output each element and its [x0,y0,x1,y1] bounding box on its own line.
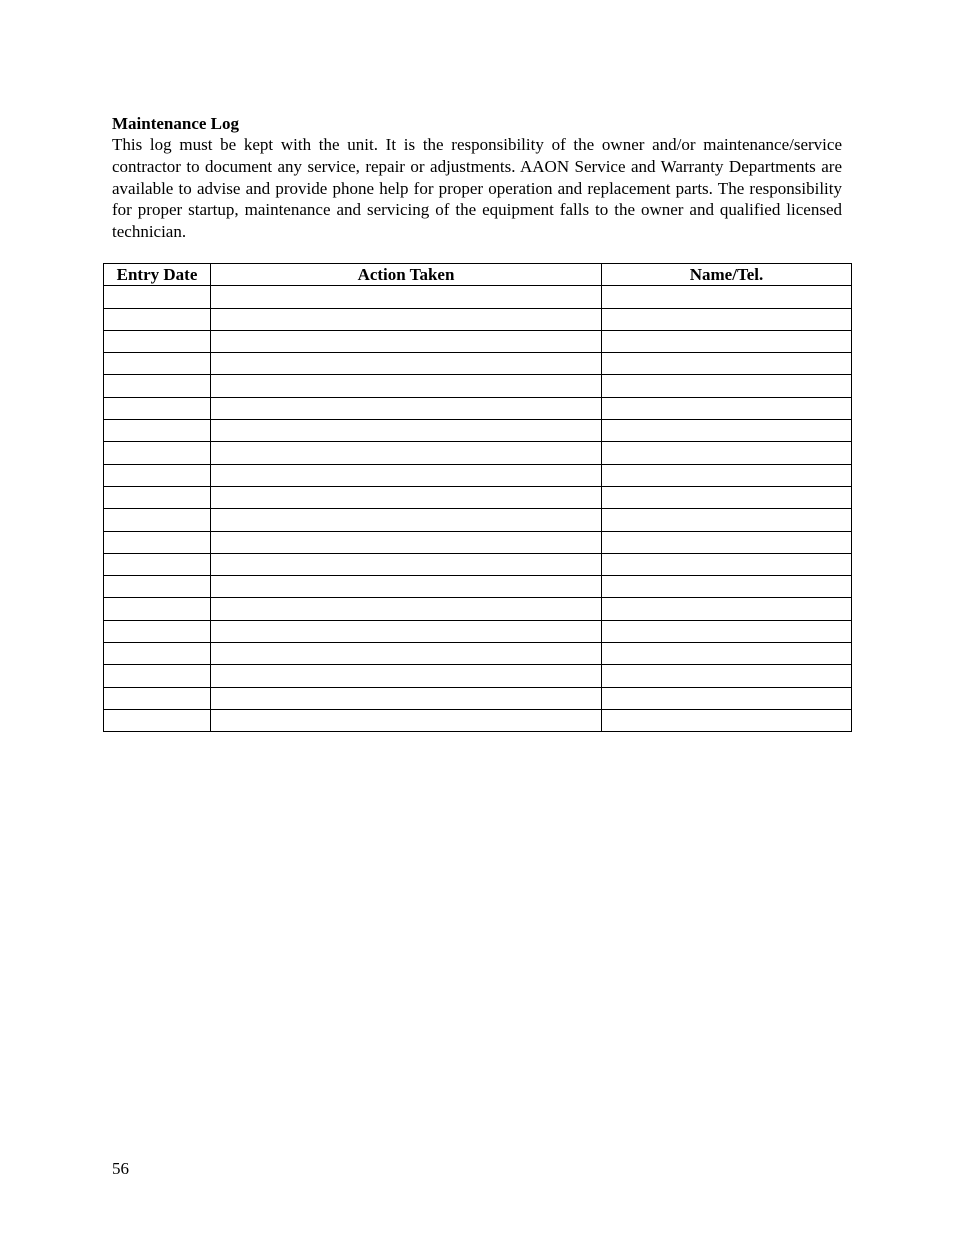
name-tel-cell [602,286,852,308]
entry-date-cell [104,553,211,575]
name-tel-cell [602,464,852,486]
name-tel-cell [602,442,852,464]
name-tel-cell [602,486,852,508]
entry-date-cell [104,665,211,687]
table-row [104,286,852,308]
action-taken-cell [211,553,602,575]
name-tel-cell [602,531,852,553]
name-tel-cell [602,509,852,531]
action-taken-cell [211,442,602,464]
table-row [104,598,852,620]
action-taken-cell [211,486,602,508]
table-row [104,442,852,464]
entry-date-cell [104,308,211,330]
name-tel-cell [602,308,852,330]
entry-date-cell [104,620,211,642]
action-taken-cell [211,353,602,375]
action-taken-cell [211,509,602,531]
entry-date-cell [104,643,211,665]
table-header-row [104,264,852,286]
action-taken-cell [211,643,602,665]
entry-date-cell [104,486,211,508]
table-row [104,375,852,397]
table-row [104,643,852,665]
action-taken-cell [211,286,602,308]
action-taken-cell [211,665,602,687]
name-tel-cell [602,353,852,375]
name-tel-cell [602,665,852,687]
action-taken-cell [211,330,602,352]
entry-date-cell [104,687,211,709]
action-taken-cell [211,687,602,709]
entry-date-cell [104,330,211,352]
entry-date-cell [104,464,211,486]
action-taken-cell [211,375,602,397]
table-row [104,353,852,375]
entry-date-cell [104,286,211,308]
header-entry-date: Entry Date [104,264,211,286]
entry-date-cell [104,576,211,598]
table-row [104,486,852,508]
page-title: Maintenance Log [112,114,240,133]
intro-paragraph: This log must be kept with the unit. It is the responsibility of the owner and/or maintenance/service contractor to document any service, repair or adjustments. AAON Service and Warranty Departments are available to advise and provide phone help for proper operation and replacement parts. The responsibility for proper startup, maintenance and servicing of the equipment falls to the owner and qualified licensed technician. [112,135,842,242]
table-row [104,397,852,419]
table-row [104,308,852,330]
page-number: 56 [112,1159,129,1178]
action-taken-cell [211,531,602,553]
name-tel-cell [602,375,852,397]
name-tel-cell [602,576,852,598]
name-tel-cell [602,397,852,419]
table-row [104,464,852,486]
name-tel-cell [602,709,852,731]
action-taken-cell [211,576,602,598]
entry-date-cell [104,420,211,442]
action-taken-cell [211,308,602,330]
table-row [104,330,852,352]
table-row [104,620,852,642]
entry-date-cell [104,375,211,397]
name-tel-cell [602,598,852,620]
table-row [104,509,852,531]
name-tel-cell [602,687,852,709]
name-tel-cell [602,420,852,442]
action-taken-cell [211,709,602,731]
action-taken-cell [211,420,602,442]
entry-date-cell [104,598,211,620]
entry-date-cell [104,509,211,531]
table-row [104,709,852,731]
entry-date-cell [104,353,211,375]
action-taken-cell [211,464,602,486]
entry-date-cell [104,531,211,553]
entry-date-cell [104,397,211,419]
name-tel-cell [602,643,852,665]
header-name-tel: Name/Tel. [602,264,852,286]
table-row [104,531,852,553]
table-row [104,576,852,598]
table-row [104,420,852,442]
name-tel-cell [602,553,852,575]
action-taken-cell [211,397,602,419]
table-body [104,286,852,732]
maintenance-log-table [103,263,852,732]
table-row [104,553,852,575]
table-row [104,687,852,709]
action-taken-cell [211,620,602,642]
entry-date-cell [104,442,211,464]
entry-date-cell [104,709,211,731]
table-row [104,665,852,687]
name-tel-cell [602,330,852,352]
name-tel-cell [602,620,852,642]
action-taken-cell [211,598,602,620]
header-action-taken: Action Taken [211,264,602,286]
